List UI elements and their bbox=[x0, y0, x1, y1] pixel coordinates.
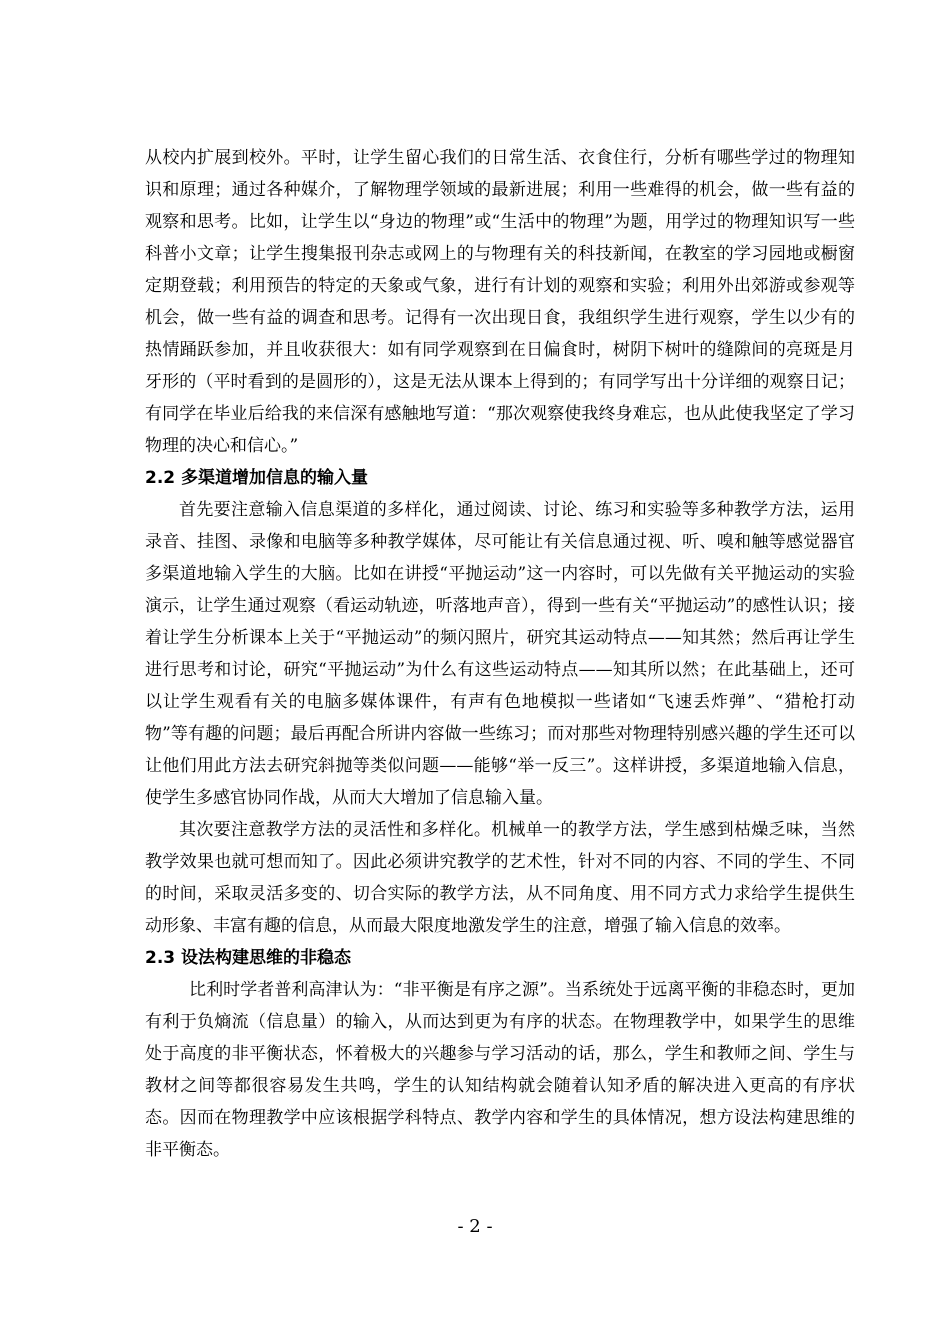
paragraph-continuation: 从校内扩展到校外。平时，让学生留心我们的日常生活、衣食住行，分析有哪些学过的物理知识和原理；通过各种媒介，了解物理学领域的最新进展；利用一些难得的机会，做一些有益的观察和思考。比如，让学生以“身边的物理”或“生活中的物理”为题，用学过的物理知识写一些科普小文章；让学生搜集报刊杂志或网上的与物理有关的科技新闻，在教室的学习园地或橱窗定期登载；利用预告的特定的天象或气象，进行有计划的观察和实验；利用外出郊游或参观等机会，做一些有益的调查和思考。记得有一次出现日食，我组织学生进行观察，学生以少有的热情踊跃参加，并且收获很大：如有同学观察到在日偏食时，树阴下树叶的缝隙间的亮斑是月牙形的（平时看到的是圆形的），这是无法从课本上得到的；有同学写出十分详细的观察日记；有同学在毕业后给我的来信深有感触地写道：“那次观察使我终身难忘，也从此使我坚定了学习物理的决心和信心。” bbox=[145, 148, 855, 456]
paragraph-teaching-methods: 其次要注意教学方法的灵活性和多样化。机械单一的教学方法，学生感到枯燥乏味，当然教学效果也就可想而知了。因此必须讲究教学的艺术性，针对不同的内容、不同的学生、不同的时间，采取灵活多变的、切合实际的教学方法，从不同角度、用不同方式力求给学生提供生动形象、丰富有趣的信息，从而最大限度地激发学生的注意，增强了输入信息的效率。 bbox=[145, 820, 855, 936]
paragraph-input-channels: 首先要注意输入信息渠道的多样化，通过阅读、讨论、练习和实验等多种教学方法，运用录音、挂图、录像和电脑等多种教学媒体，尽可能让有关信息通过视、听、嗅和触等感觉器官多渠道地输入学生的大脑。比如在讲授“平抛运动”这一内容时，可以先做有关平抛运动的实验演示，让学生通过观察（看运动轨迹，听落地声音），得到一些有关“平抛运动”的感性认识；接着让学生分析课本上关于“平抛运动”的频闪照片，研究其运动特点——知其然；然后再让学生进行思考和讨论，研究“平抛运动”为什么有这些运动特点——知其所以然；在此基础上，还可以让学生观看有关的电脑多媒体课件，有声有色地模拟一些诸如“飞速丢炸弹”、“猎枪打动物”等有趣的问题；最后再配合所讲内容做一些练习；而对那些对物理特别感兴趣的学生还可以让他们用此方法去研究斜抛等类似问题——能够“举一反三”。这样讲授，多渠道地输入信息，使学生多感官协同作战，从而大大增加了信息输入量。 bbox=[145, 500, 855, 808]
paragraph-non-equilibrium: 比利时学者普利高津认为：“非平衡是有序之源”。当系统处于远离平衡的非稳态时，更加有利于负熵流（信息量）的输入，从而达到更为有序的状态。在物理教学中，如果学生的思维处于高度的非平衡状态，怀着极大的兴趣参与学习活动的话，那么，学生和教师之间、学生与教材之间等都很容易发生共鸣，学生的认知结构就会随着认知矛盾的解决进入更高的有序状态。因而在物理教学中应该根据学科特点、教学内容和学生的具体情况，想方设法构建思维的非平衡态。 bbox=[145, 980, 855, 1160]
document-body bbox=[145, 142, 855, 1166]
section-heading-2-3: 2.3 设法构建思维的非稳态 bbox=[145, 948, 352, 968]
page-number: - 2 - bbox=[457, 1216, 493, 1237]
section-heading-2-2: 2.2 多渠道增加信息的输入量 bbox=[145, 468, 369, 488]
